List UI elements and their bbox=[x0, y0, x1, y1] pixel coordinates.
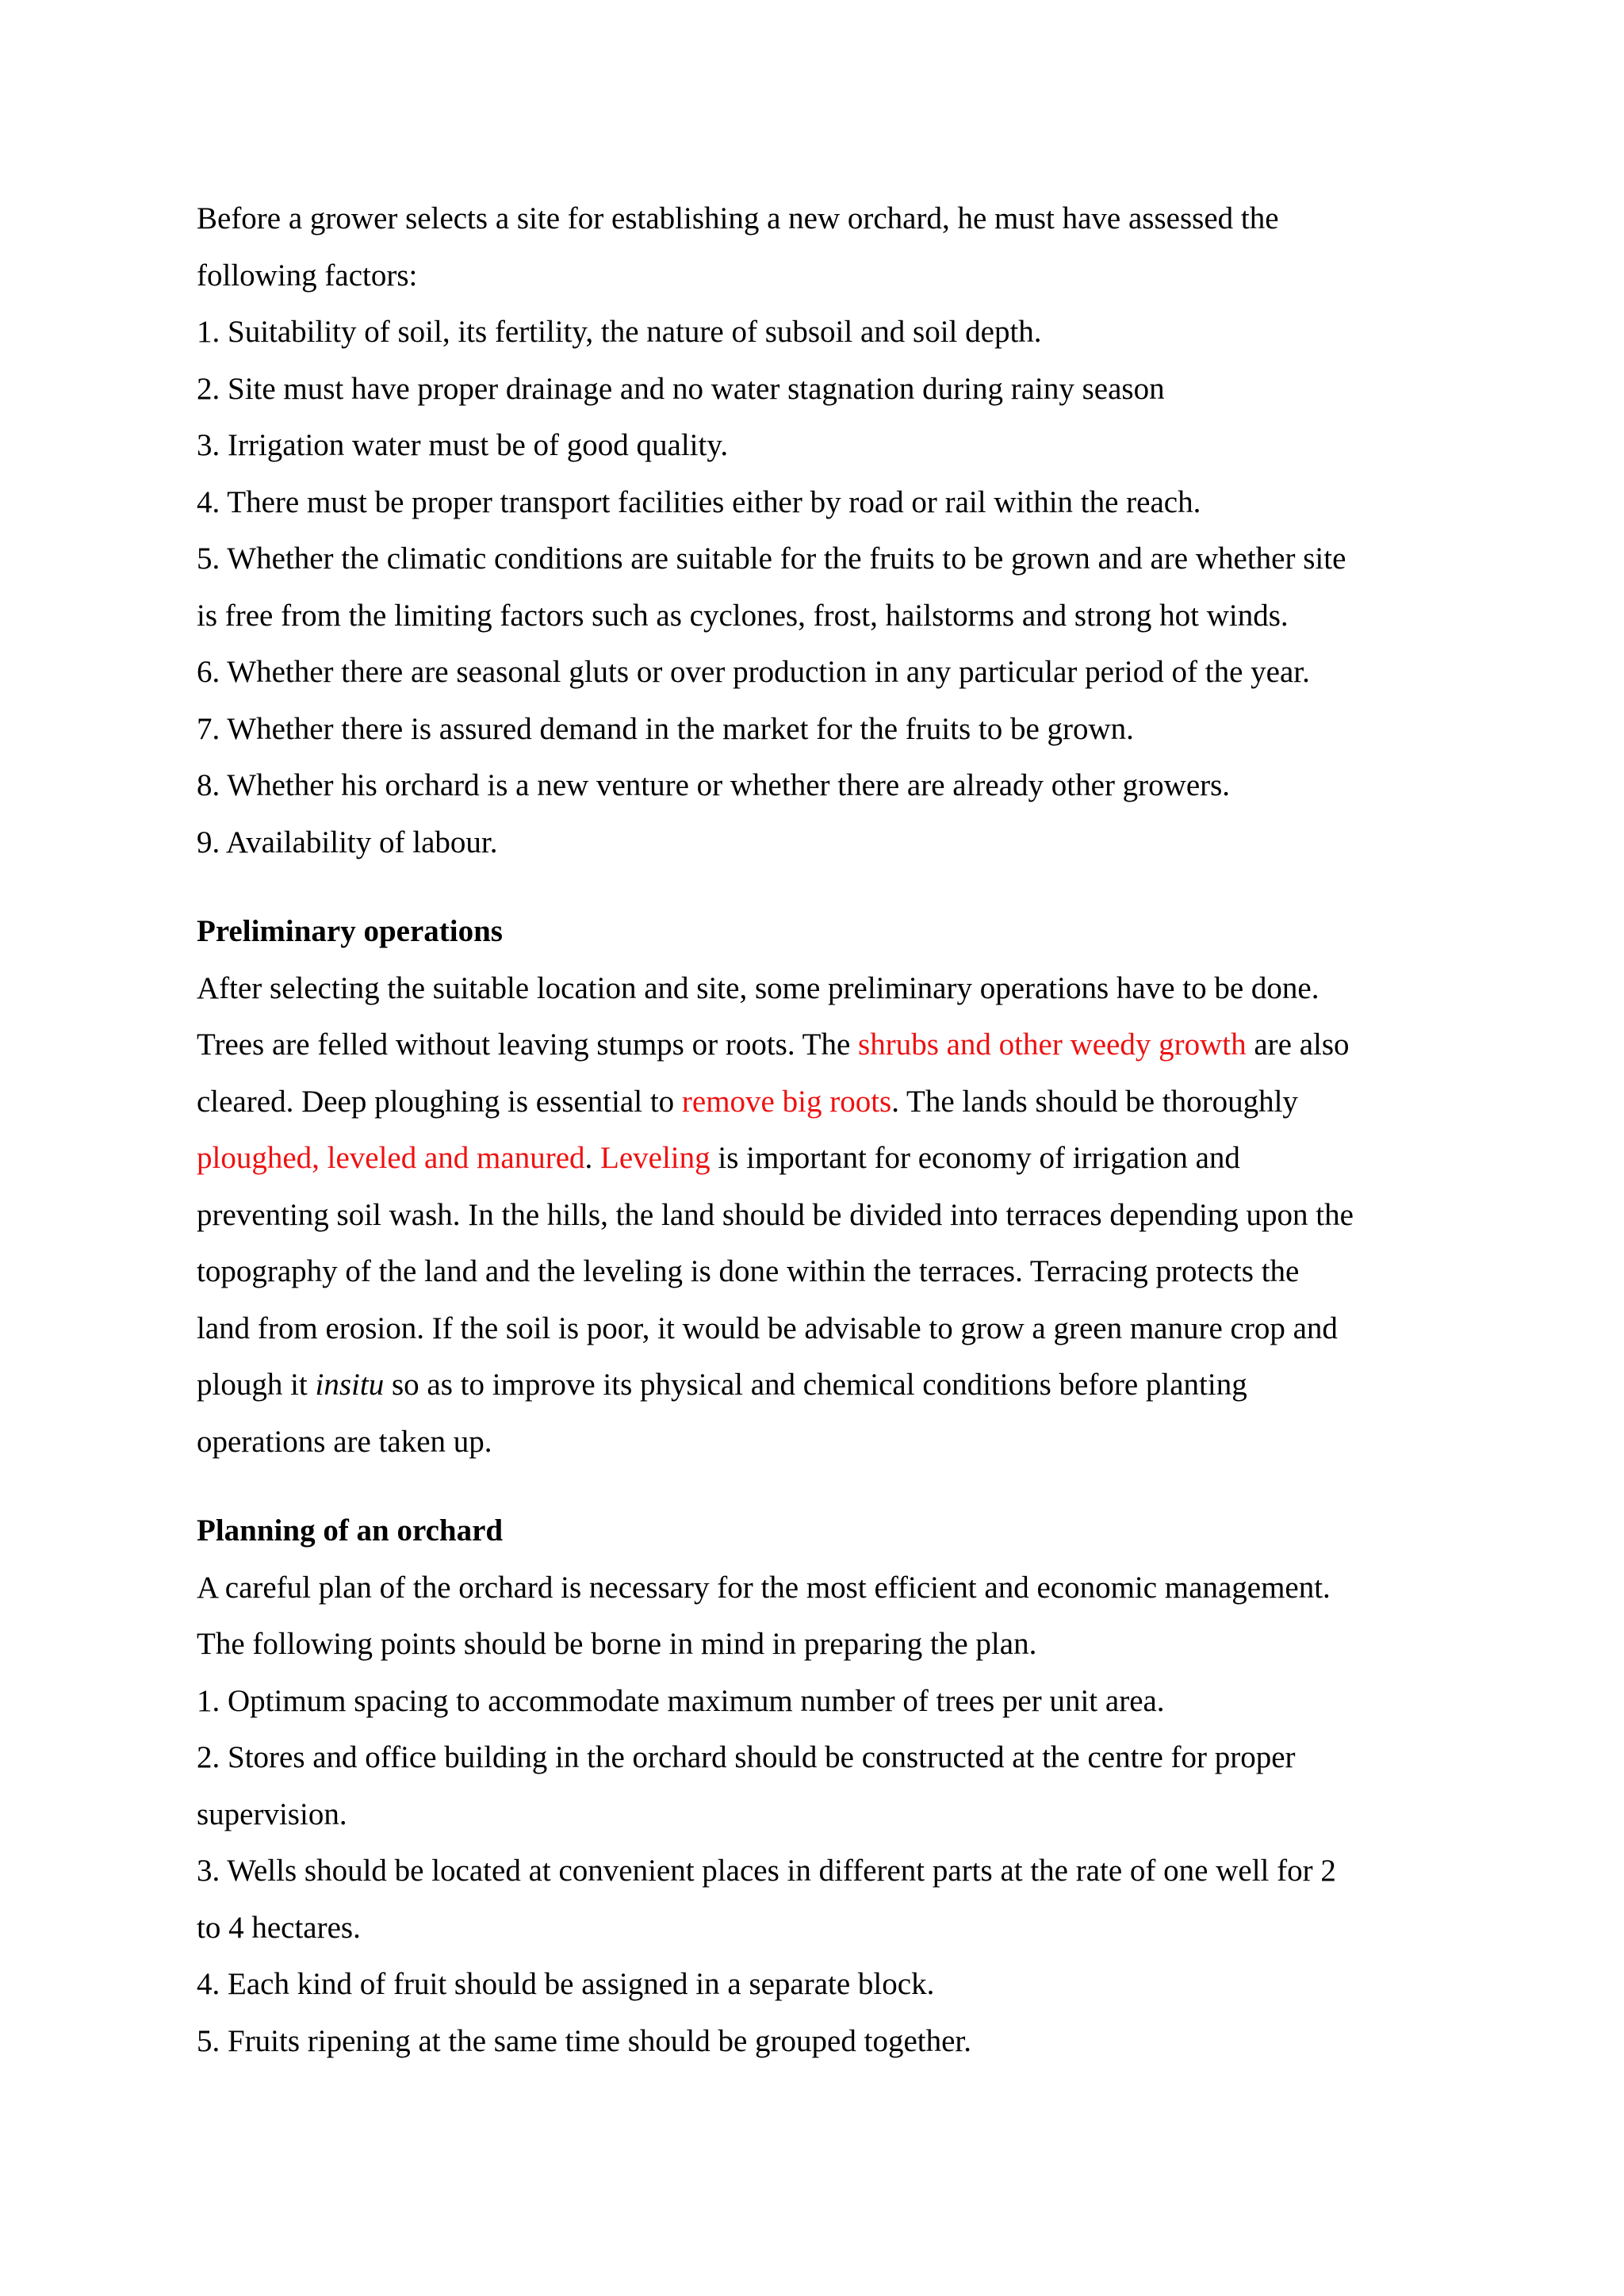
list-item: 5. Whether the climatic conditions are suitable for the fruits to be grown and are whether site bbox=[197, 541, 1346, 576]
section-heading: Planning of an orchard bbox=[197, 1513, 504, 1548]
text-run: is important for economy of irrigation and bbox=[710, 1141, 1240, 1175]
text-run: . The lands should be thoroughly bbox=[891, 1084, 1298, 1119]
text-run: cleared. Deep ploughing is essential to bbox=[197, 1084, 682, 1119]
list-item: 2. Site must have proper drainage and no water stagnation during rainy season bbox=[197, 371, 1165, 406]
list-item: 1. Suitability of soil, its fertility, the nature of subsoil and soil depth. bbox=[197, 315, 1042, 349]
text-run: Trees are felled without leaving stumps or roots. The bbox=[197, 1027, 859, 1062]
list-item: 4. There must be proper transport facilities either by road or rail within the reach. bbox=[197, 484, 1201, 519]
text-run: are also bbox=[1246, 1027, 1350, 1062]
list-item: 2. Stores and office building in the orchard should be constructed at the centre for proper bbox=[197, 1740, 1296, 1774]
text-line bbox=[197, 1357, 1434, 1414]
text-line bbox=[197, 1016, 1434, 1073]
list-item-continuation: to 4 hectares. bbox=[197, 1910, 361, 1945]
list-item-continuation: supervision. bbox=[197, 1797, 347, 1831]
list-item: 4. Each kind of fruit should be assigned in a separate block. bbox=[197, 1967, 935, 2001]
text-line: topography of the land and the leveling is done within the terraces. Terracing protects the bbox=[197, 1254, 1300, 1288]
text-line: following factors: bbox=[197, 258, 418, 293]
text-line: The following points should be borne in mind in preparing the plan. bbox=[197, 1627, 1037, 1661]
text-run: so as to improve its physical and chemical conditions before planting bbox=[384, 1368, 1247, 1402]
list-item: 7. Whether there is assured demand in the market for the fruits to be grown. bbox=[197, 711, 1134, 746]
highlighted-text: shrubs and other weedy growth bbox=[858, 1027, 1247, 1062]
text-line: A careful plan of the orchard is necessary for the most efficient and economic management. bbox=[197, 1570, 1331, 1605]
section-spacer bbox=[197, 871, 1434, 903]
intro-paragraph bbox=[197, 190, 1434, 304]
list-item: 6. Whether there are seasonal gluts or over production in any particular period of the year. bbox=[197, 655, 1310, 689]
list-item: 5. Fruits ripening at the same time should be grouped together. bbox=[197, 2023, 971, 2058]
list-item: 3. Irrigation water must be of good quality. bbox=[197, 428, 729, 462]
list-item: 1. Optimum spacing to accommodate maximum number of trees per unit area. bbox=[197, 1683, 1165, 1718]
text-line bbox=[197, 1073, 1434, 1131]
list-item: 8. Whether his orchard is a new venture or whether there are already other growers. bbox=[197, 768, 1231, 802]
preliminary-section bbox=[197, 903, 1434, 1470]
list-item: 3. Wells should be located at convenient places in different parts at the rate of one well for 2 bbox=[197, 1854, 1336, 1888]
planning-section bbox=[197, 1502, 1434, 2069]
highlighted-text: remove big roots bbox=[681, 1084, 892, 1119]
text-run: . bbox=[584, 1141, 600, 1175]
section-spacer bbox=[197, 1470, 1434, 1502]
text-line: Before a grower selects a site for establishing a new orchard, he must have assessed the bbox=[197, 201, 1279, 235]
text-line: land from erosion. If the soil is poor, it would be advisable to grow a green manure crop and bbox=[197, 1311, 1338, 1345]
italic-term: insitu bbox=[315, 1368, 385, 1402]
highlighted-text: Leveling bbox=[600, 1141, 710, 1175]
document-page bbox=[197, 190, 1434, 2069]
text-run: plough it bbox=[197, 1368, 316, 1402]
factors-list bbox=[197, 304, 1434, 871]
text-line: operations are taken up. bbox=[197, 1424, 492, 1459]
text-line: After selecting the suitable location and site, some preliminary operations have to be done. bbox=[197, 970, 1320, 1005]
text-line: preventing soil wash. In the hills, the land should be divided into terraces depending upon the bbox=[197, 1197, 1354, 1232]
section-heading: Preliminary operations bbox=[197, 914, 503, 948]
text-line bbox=[197, 1130, 1434, 1187]
highlighted-text: ploughed, leveled and manured bbox=[197, 1141, 585, 1175]
list-item-continuation: is free from the limiting factors such as cyclones, frost, hailstorms and strong hot winds. bbox=[197, 598, 1289, 633]
list-item: 9. Availability of labour. bbox=[197, 825, 498, 859]
